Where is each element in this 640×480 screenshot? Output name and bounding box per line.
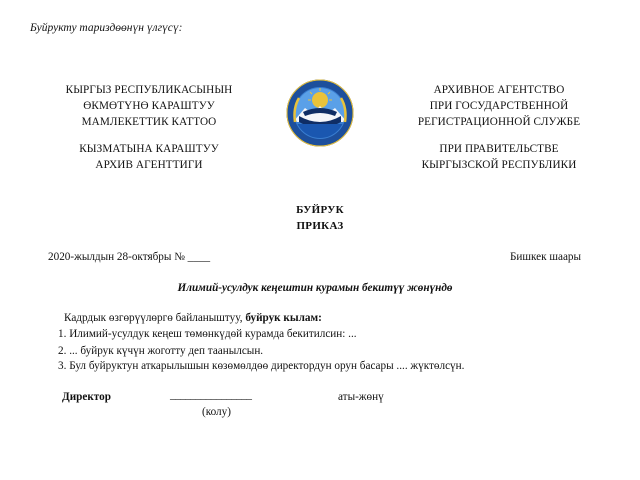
header-right-line: РЕГИСТРАЦИОННОЙ СЛУЖБЕ (417, 116, 581, 128)
preamble-bold: буйрук кылам: (245, 312, 322, 324)
order-item: 3. Бул буйруктун аткарылышын көзөмөлдөө директордун орун басары .... жүктөлсүн. (58, 360, 465, 372)
state-emblem-icon (285, 78, 355, 148)
preamble-text: Кадрдык өзгөрүүлөргө байланыштуу, (64, 312, 243, 324)
order-date: 2020-жылдын 28-октябры № ____ (48, 251, 211, 263)
header-right-line: ПРИ ГОСУДАРСТВЕННОЙ (429, 100, 569, 112)
document-caption: Буйрукту тариздөөнүн үлгүсү: (30, 22, 183, 34)
header-left-ky-2 (40, 141, 258, 173)
signature-name: аты-жөнү (338, 391, 384, 403)
signature-line: ________________ (170, 389, 252, 401)
order-city: Бишкек шаары (510, 251, 582, 263)
header-right-line: АРХИВНОЕ АГЕНТСТВО (433, 84, 565, 96)
order-subject: Илимий-усулдук кеңештин курамын бекитүү жөнүндө (177, 282, 453, 294)
order-item: 2. ... буйрук күчүн жоготту деп таанылсын. (58, 345, 264, 357)
header-right-ru-2 (385, 141, 613, 173)
header-right-line: ПРИ ПРАВИТЕЛЬСТВЕ (439, 143, 559, 155)
header-right-ru (385, 82, 613, 130)
header-left-line: КЫЗМАТЫНА КАРАШТУУ (79, 143, 219, 155)
signature-role: Директор (62, 391, 111, 403)
order-preamble (64, 312, 322, 324)
order-title-ky: БУЙРУК (296, 204, 344, 216)
header-left-line: КЫРГЫЗ РЕСПУБЛИКАСЫНЫН (65, 84, 233, 96)
signature-caption: (колу) (202, 406, 231, 418)
header-left-line: ӨКМӨТҮНӨ КАРАШТУУ (83, 100, 215, 112)
header-right-line: КЫРГЫЗСКОЙ РЕСПУБЛИКИ (421, 159, 577, 171)
header-left-ky (40, 82, 258, 130)
header-left-line: АРХИВ АГЕНТТИГИ (95, 159, 203, 171)
order-title-ru: ПРИКАЗ (296, 220, 344, 232)
header-left-line: МАМЛЕКЕТТИК КАТТОО (81, 116, 217, 128)
order-item: 1. Илимий-усулдук кеңеш төмөнкүдөй курамда бекитилсин: ... (58, 328, 357, 340)
